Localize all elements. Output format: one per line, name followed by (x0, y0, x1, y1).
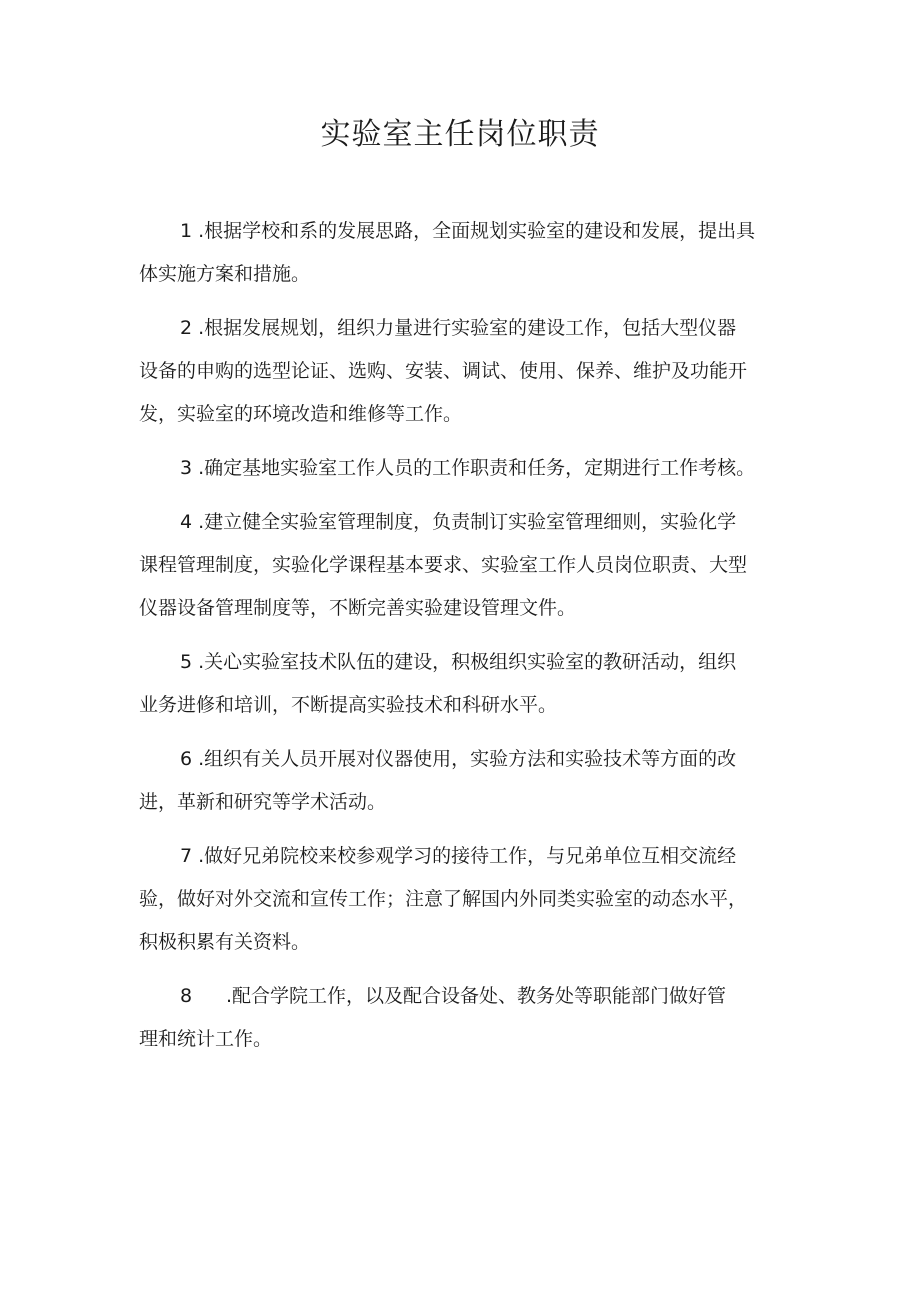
duty-item-number: 8 (180, 985, 193, 1007)
duty-item-2 (139, 307, 799, 436)
duty-item-4 (139, 501, 799, 630)
duty-item-3 (139, 447, 799, 490)
duty-item-line: 体实施方案和措施。 (139, 263, 311, 285)
duty-item-line (139, 447, 799, 490)
duty-item-line: 课程管理制度，实验化学课程基本要求、实验室工作人员岗位职责、大型 (139, 554, 748, 576)
duty-item-line: 仪器设备管理制度等，不断完善实验建设管理文件。 (139, 597, 577, 619)
duty-item-1 (139, 210, 799, 296)
duty-item-number: 5 (180, 651, 193, 673)
duty-item-line: 业务进修和培训，不断提高实验技术和科研水平。 (139, 694, 558, 716)
duty-item-8 (139, 975, 799, 1061)
duty-item-number: 4 (180, 511, 193, 533)
duty-item-text: .确定基地实验室工作人员的工作职责和任务，定期进行工作考核。 (198, 457, 756, 479)
duty-item-number: 7 (180, 845, 193, 867)
duty-item-text: .组织有关人员开展对仪器使用，实验方法和实验技术等方面的改 (198, 748, 737, 770)
duty-item-number: 1 (180, 220, 193, 242)
duty-item-line: 进，革新和研究等学术活动。 (139, 791, 387, 813)
duty-item-text: .配合学院工作，以及配合设备处、教务处等职能部门做好管 (226, 985, 727, 1007)
duty-item-line (139, 641, 799, 684)
duty-item-text: .关心实验室技术队伍的建设，积极组织实验室的教研活动，组织 (198, 651, 737, 673)
duty-item-line (139, 501, 799, 544)
document-title: 实验室主任岗位职责 (320, 117, 600, 152)
duty-item-line: 验，做好对外交流和宣传工作；注意了解国内外同类实验室的动态水平， (139, 888, 748, 910)
duty-item-line (139, 307, 799, 350)
duty-item-line: 设备的申购的选型论证、选购、安装、调试、使用、保养、维护及功能开 (139, 360, 748, 382)
duty-item-line: 理和统计工作。 (139, 1028, 273, 1050)
duty-item-number: 6 (180, 748, 193, 770)
duty-item-line (139, 738, 799, 781)
duty-item-line (139, 975, 799, 1018)
duty-item-text: .根据学校和系的发展思路，全面规划实验室的建设和发展，提出具 (198, 220, 756, 242)
duty-item-text: .根据发展规划，组织力量进行实验室的建设工作，包括大型仪器 (198, 317, 737, 339)
duty-item-line (139, 210, 799, 253)
duty-item-line: 积极积累有关资料。 (139, 931, 311, 953)
duty-item-text: .做好兄弟院校来校参观学习的接待工作，与兄弟单位互相交流经 (198, 845, 737, 867)
duty-item-text: .建立健全实验室管理制度，负责制订实验室管理细则，实验化学 (198, 511, 737, 533)
duty-item-number: 3 (180, 457, 193, 479)
duty-item-line (139, 835, 799, 878)
duty-item-line: 发，实验室的环境改造和维修等工作。 (139, 403, 463, 425)
document-body (139, 210, 799, 1072)
duty-item-number: 2 (180, 317, 193, 339)
duty-item-6 (139, 738, 799, 824)
duty-item-7 (139, 835, 799, 964)
duty-item-5 (139, 641, 799, 727)
